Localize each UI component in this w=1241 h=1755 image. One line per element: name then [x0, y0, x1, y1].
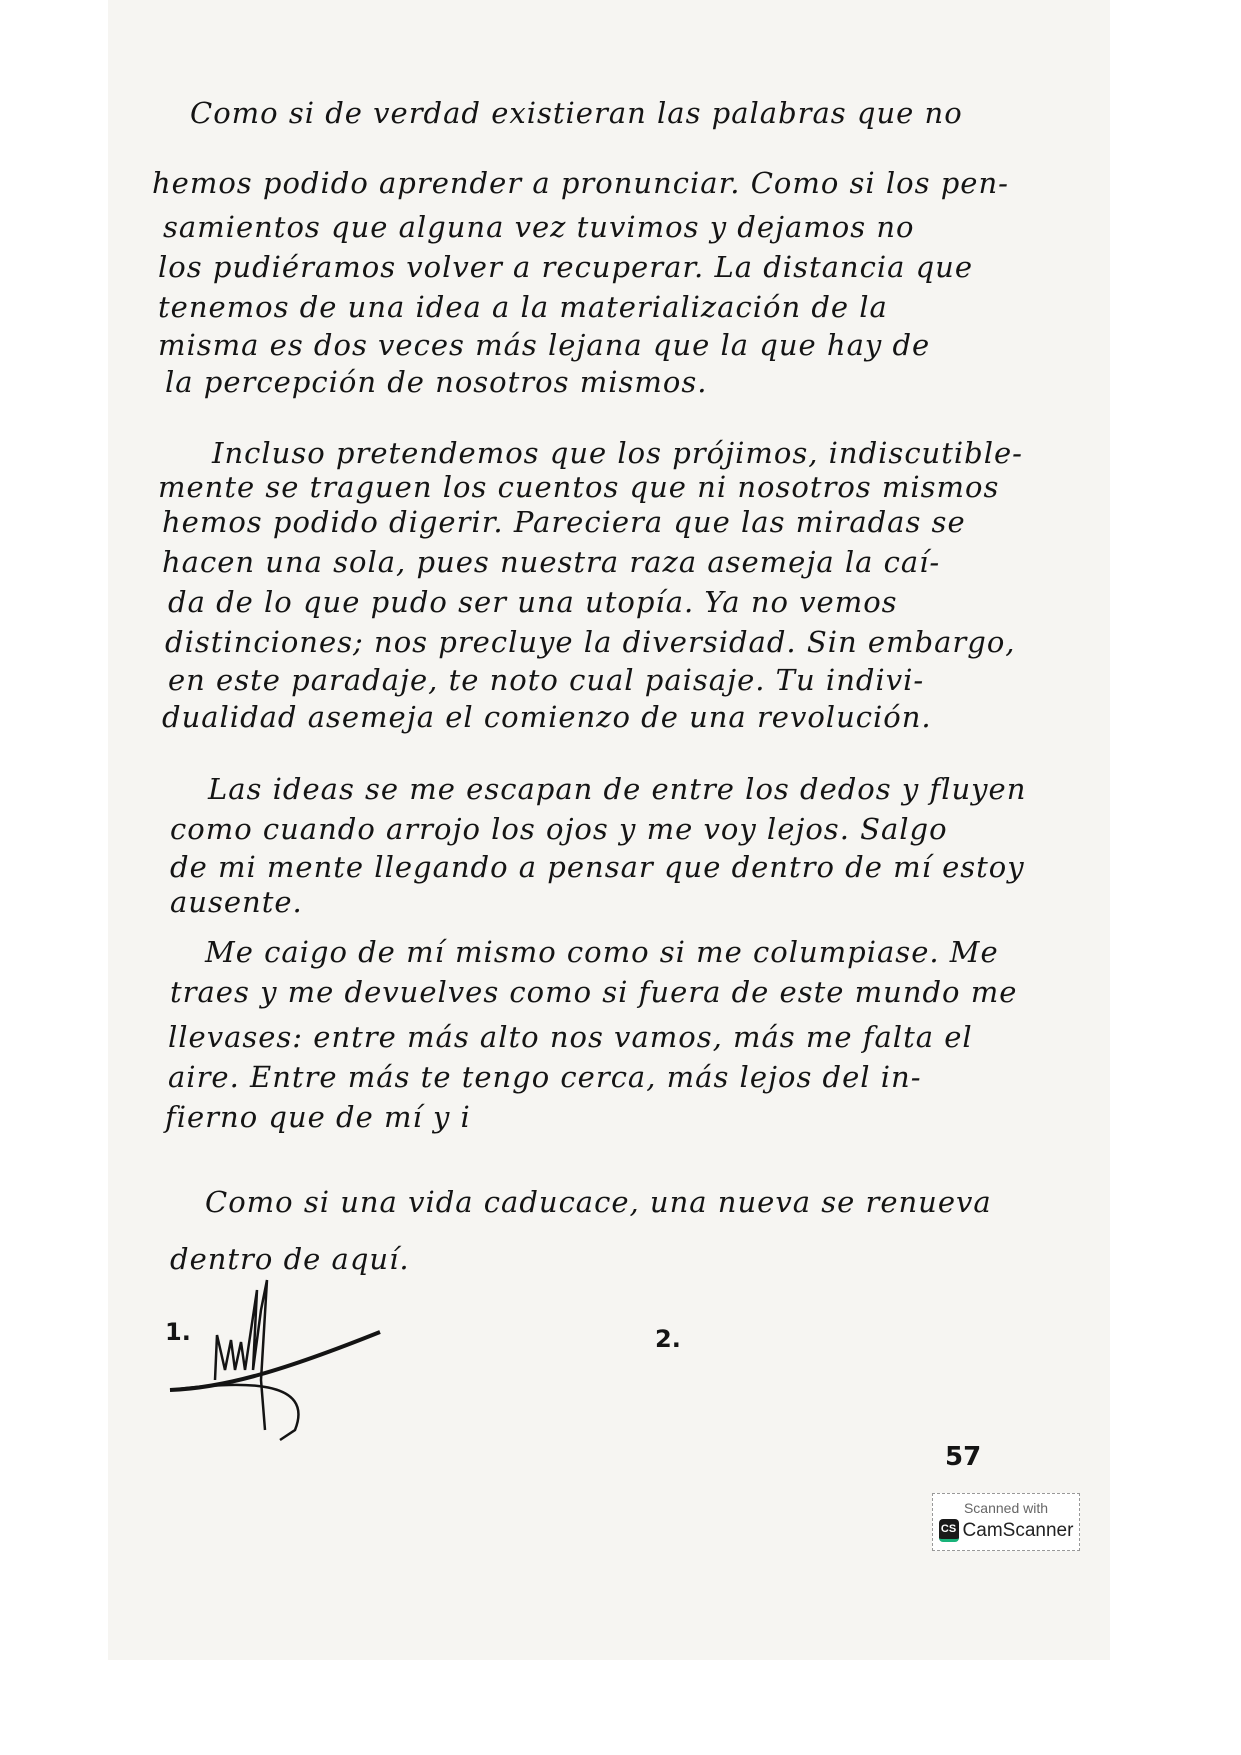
text-line: samientos que alguna vez tuvimos y dejamos no: [163, 210, 915, 244]
text-line: fierno que de mí y i: [165, 1100, 471, 1134]
text-line: la percepción de nosotros mismos.: [165, 365, 708, 399]
text-line: hacen una sola, pues nuestra raza asemeja la caí-: [162, 545, 941, 579]
text-line: los pudiéramos volver a recuperar. La distancia que: [158, 250, 974, 284]
camscanner-logo-icon: CS: [939, 1519, 959, 1542]
text-line: hemos podido aprender a pronunciar. Como si los pen-: [152, 166, 1009, 200]
text-line: ausente.: [170, 885, 303, 919]
text-line: Me caigo de mí mismo como si me columpiase. Me: [205, 935, 999, 969]
text-line: mente se traguen los cuentos que ni nosotros mismos: [158, 470, 1000, 504]
text-line: Incluso pretendemos que los prójimos, indiscutible-: [212, 436, 1023, 470]
signature: [165, 1270, 395, 1450]
signature-number-2: 2.: [655, 1325, 681, 1353]
watermark-line2: CamScanner: [962, 1519, 1074, 1541]
text-line: distinciones; nos precluye la diversidad. Sin embargo,: [165, 625, 1016, 659]
text-line: Como si una vida caducace, una nueva se renueva: [205, 1185, 992, 1219]
text-line: Las ideas se me escapan de entre los dedos y fluyen: [208, 772, 1027, 806]
signature-number-1: 1.: [165, 1318, 191, 1346]
text-line: dualidad asemeja el comienzo de una revolución.: [162, 700, 932, 734]
text-line: tenemos de una idea a la materialización de la: [158, 290, 888, 324]
page-number: 57: [945, 1442, 982, 1472]
camscanner-watermark: [932, 1493, 1080, 1551]
text-line: misma es dos veces más lejana que la que hay de: [158, 328, 931, 362]
text-line: en este paradaje, te noto cual paisaje. Tu indivi-: [168, 663, 925, 697]
text-line: aire. Entre más te tengo cerca, más lejos del in-: [168, 1060, 922, 1094]
watermark-line1: Scanned with: [963, 1500, 1049, 1516]
text-line: dentro de aquí.: [170, 1242, 410, 1276]
text-line: Como si de verdad existieran las palabras que no: [190, 96, 963, 130]
text-line: como cuando arrojo los ojos y me voy lejos. Salgo: [170, 812, 948, 846]
text-line: llevases: entre más alto nos vamos, más me falta el: [168, 1020, 973, 1054]
text-line: da de lo que pudo ser una utopía. Ya no vemos: [168, 585, 898, 619]
text-line: hemos podido digerir. Pareciera que las miradas se: [162, 505, 966, 539]
text-line: traes y me devuelves como si fuera de este mundo me: [170, 975, 1018, 1009]
text-line: de mi mente llegando a pensar que dentro de mí estoy: [170, 850, 1025, 884]
